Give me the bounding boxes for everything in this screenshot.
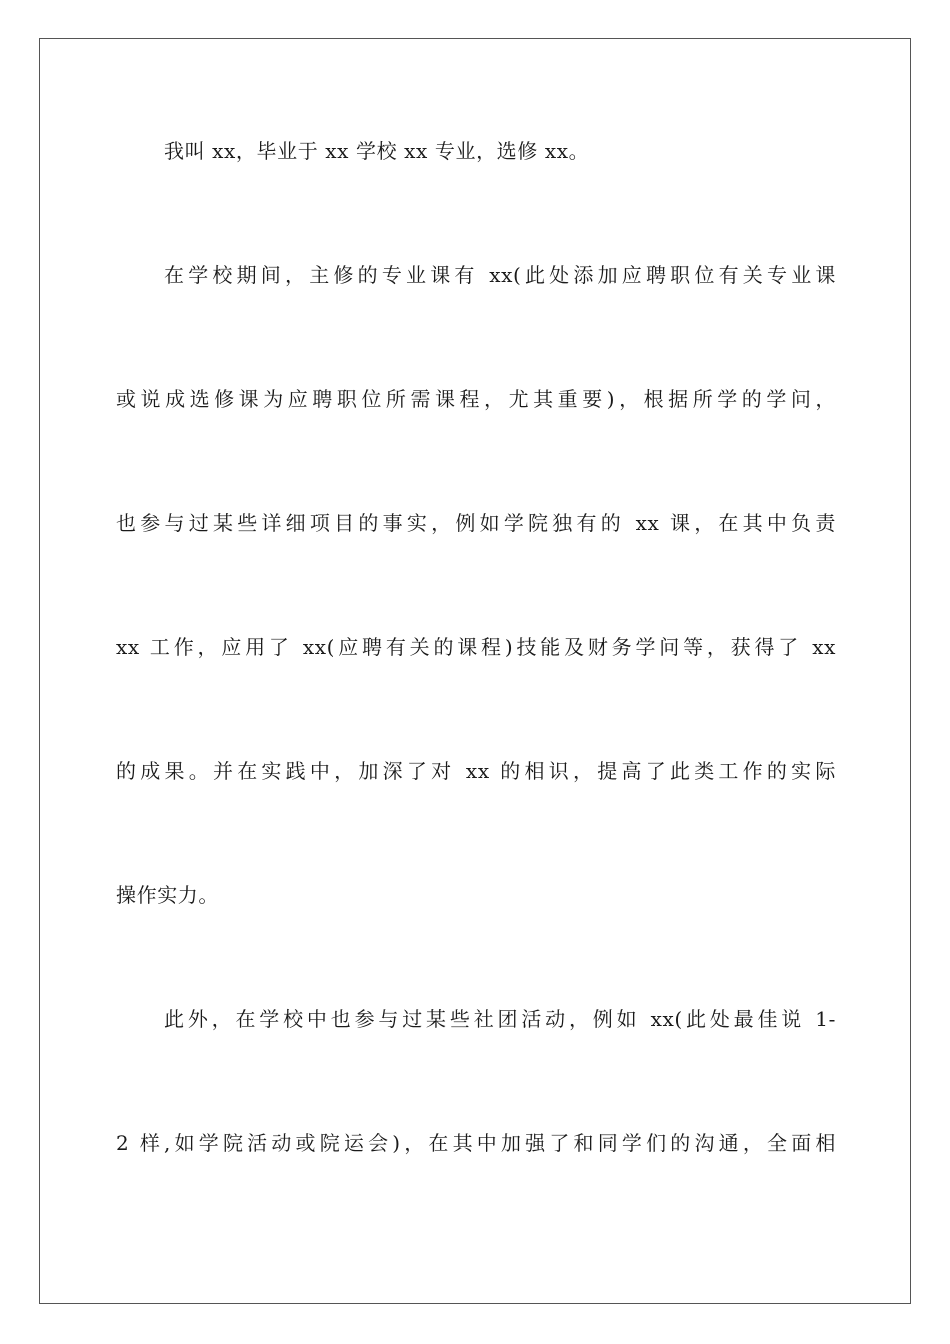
paragraph-3-line-2: 2 样,如学院活动或院运会)，在其中加强了和同学们的沟通，全面相 [116, 1131, 836, 1155]
paragraph-2-line-4: xx 工作，应用了 xx(应聘有关的课程)技能及财务学问等，获得了 xx [116, 635, 836, 659]
paragraph-3-line-1: 此外，在学校中也参与过某些社团活动，例如 xx(此处最佳说 1- [164, 1007, 836, 1031]
paragraph-2-line-5: 的成果。并在实践中，加深了对 xx 的相识，提高了此类工作的实际 [116, 759, 836, 783]
paragraph-2-line-3: 也参与过某些详细项目的事实，例如学院独有的 xx 课，在其中负责 [116, 511, 836, 535]
paragraph-2-line-1: 在学校期间，主修的专业课有 xx(此处添加应聘职位有关专业课 [164, 263, 836, 287]
paragraph-2-line-6: 操作实力。 [116, 883, 219, 907]
paragraph-1-line-1: 我叫 xx，毕业于 xx 学校 xx 专业，选修 xx。 [164, 139, 590, 163]
paragraph-2-line-2: 或说成选修课为应聘职位所需课程，尤其重要)，根据所学的学问， [116, 387, 836, 411]
page-frame [39, 38, 911, 1304]
